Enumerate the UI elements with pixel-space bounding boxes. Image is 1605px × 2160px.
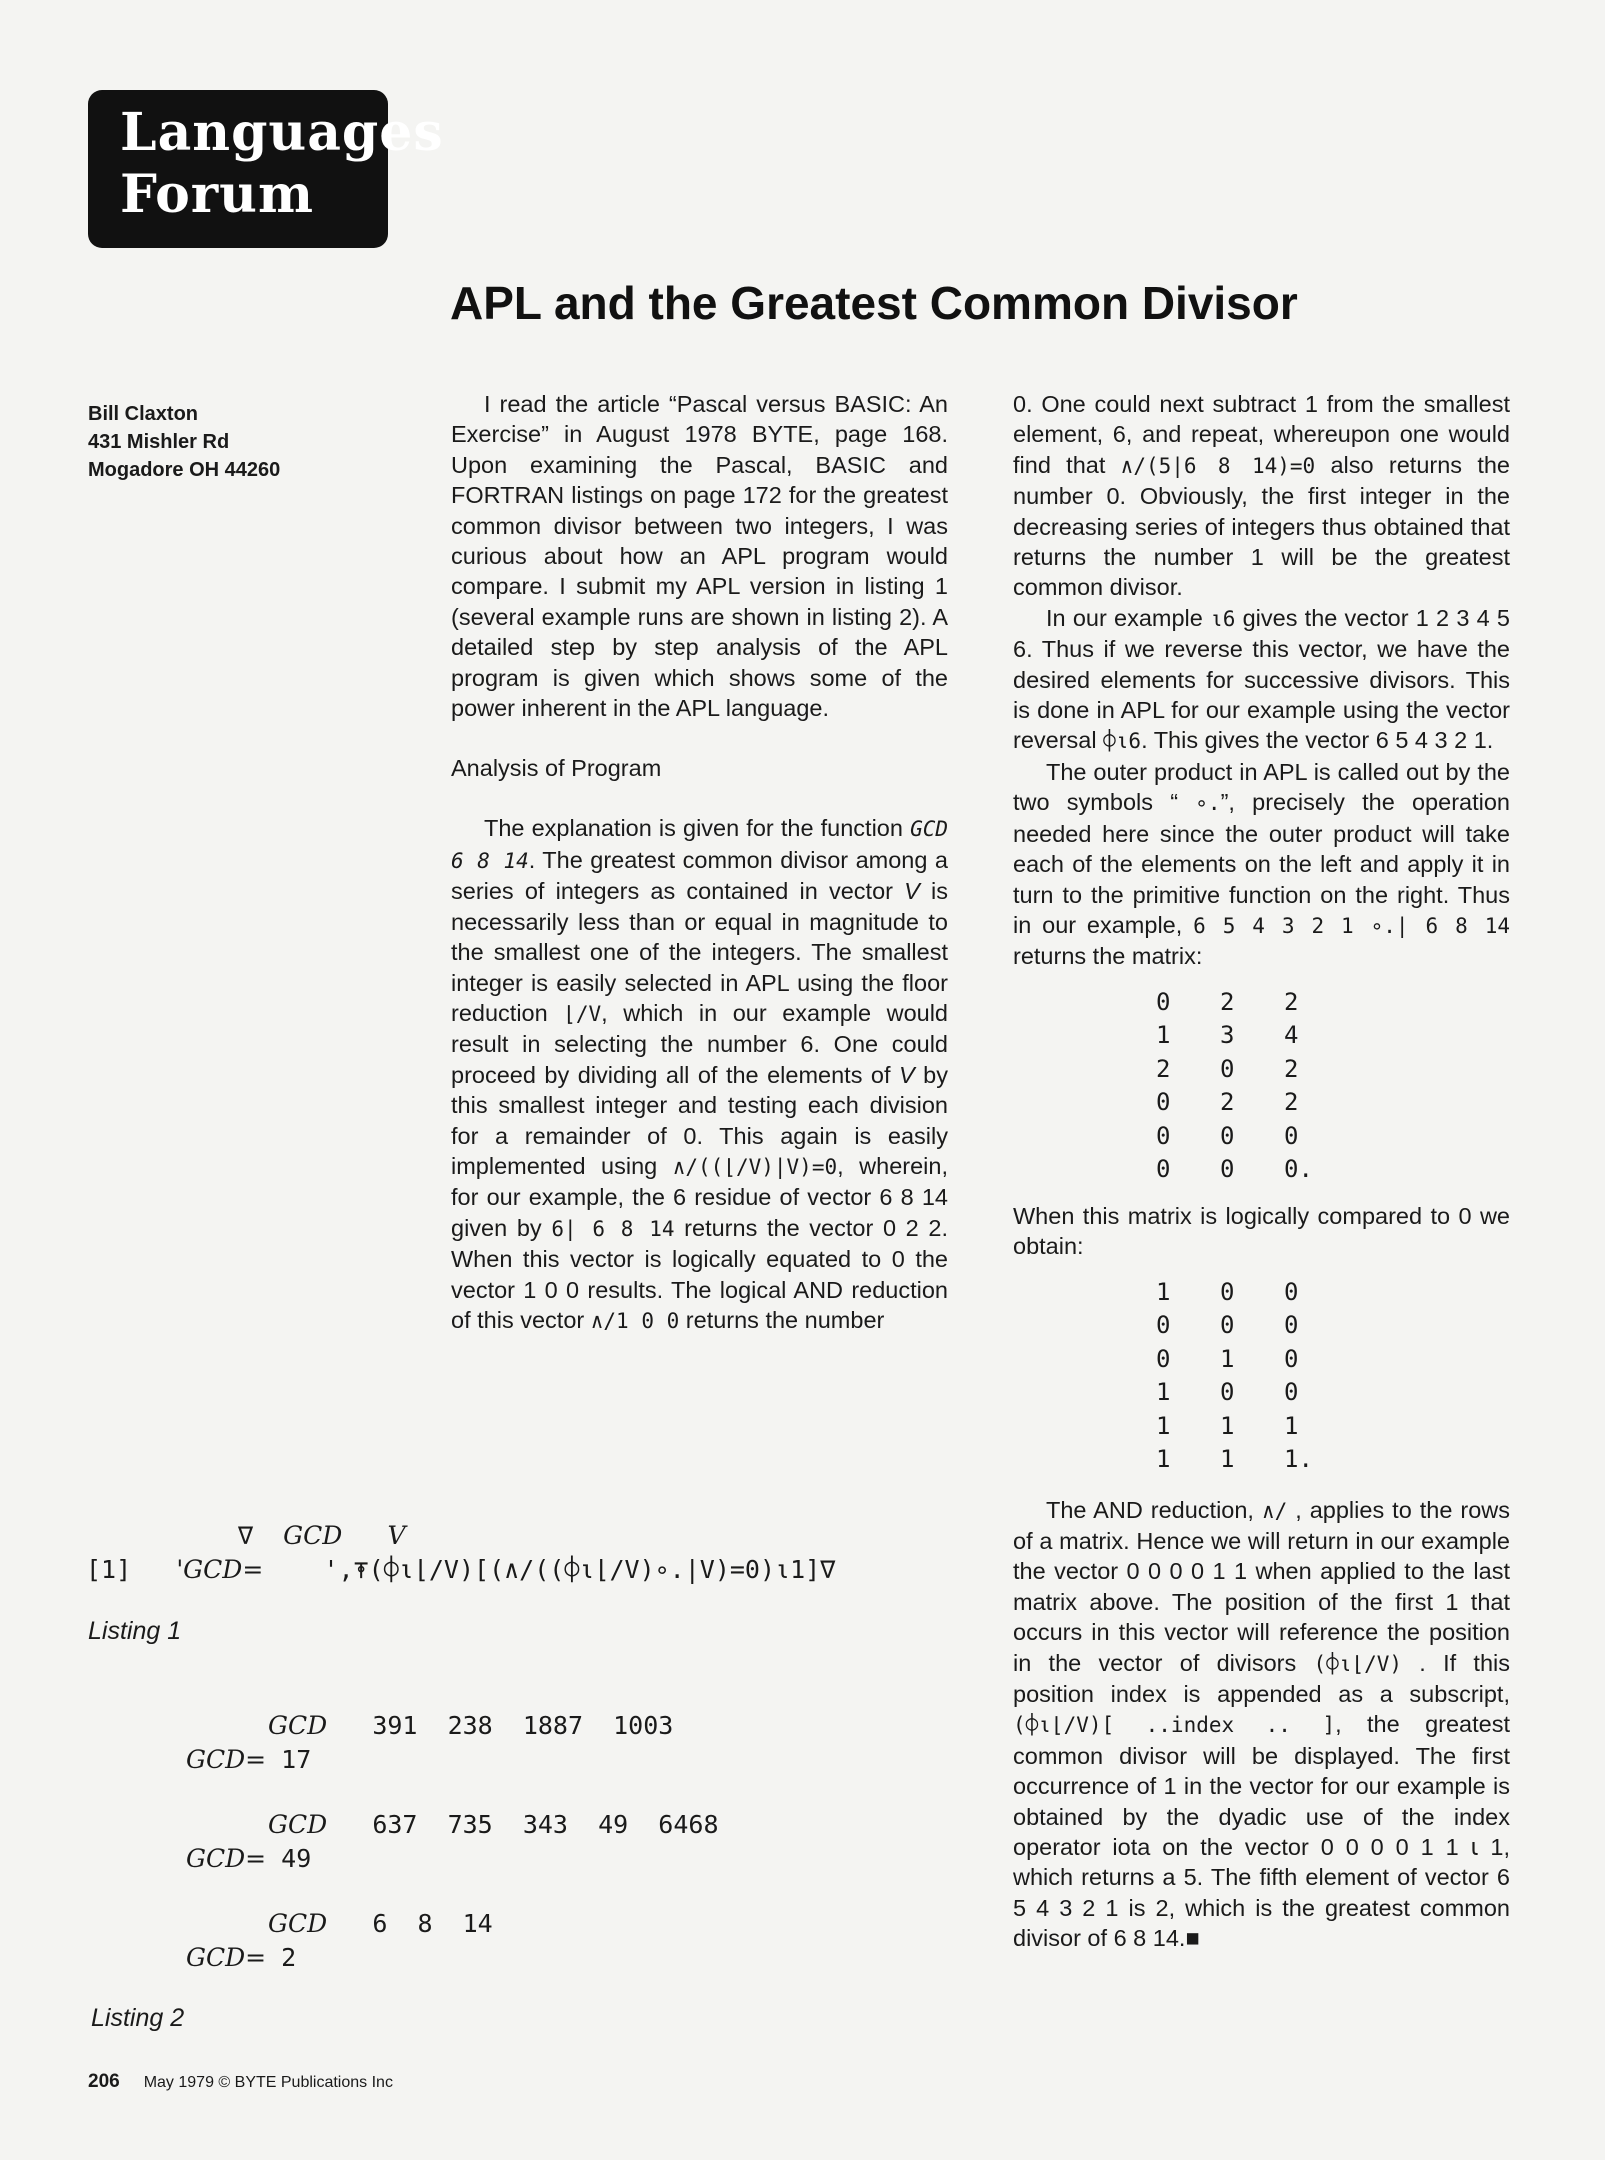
column-2 (1013, 389, 1510, 1954)
matrix-row: 1 1 1 (1156, 1411, 1299, 1440)
author-street: 431 Mishler Rd (88, 431, 230, 453)
analysis-paragraph: The explanation is given for the function GCD 6 8 14. The greatest common divisor among a series of integers as contained in vector V is necessarily less than or equal in magnitude to the smallest one of the integers. The smallest integer is easily selected in APL using the floor reduction ⌊/V, which in our example would result in selecting the number 6. One could proceed by dividing all of the elements of V by this smallest integer and testing each division for a remainder of 0. This again is easily implemented using ∧/((⌊/V)|V)=0, wherein, for our example, the 6 residue of vector 6 8 14 given by 6| 6 8 14 returns the vector 0 2 2. When this vector is logically equated to 0 the vector 1 0 0 results. The logical AND reduction of this vector ∧/1 0 0 returns the number (451, 815, 949, 1333)
inline-code: (⌽⍳⌊/V) (1313, 1651, 1403, 1676)
column-1 (451, 389, 948, 1336)
inline-var: V (899, 1061, 915, 1088)
matrix-row: 1 3 4 (1156, 1021, 1299, 1050)
and-reduction-paragraph: The AND reduction, ∧/ , applies to the rows of a matrix. Hence we will return in our example the vector 0 0 0 0 1 1 when applied to the last matrix above. The position of the first 1 that occurs in this vector will reference the position in the vector of divisors (⌽⍳⌊/V) . If this position index is appended as a subscript, (⌽⍳⌊/V)[ ..index .. ], the greatest common divisor will be displayed. The first occurrence of 1 in the vector for our example is obtained by the dyadic use of the index operator iota on the vector 0 0 0 0 1 1 ⍳ 1, which returns a 5. The fifth element of vector 6 5 4 3 2 1 is 2, which is the greatest common divisor of 6 8 14.■ (1013, 1496, 1511, 1952)
inline-code: ⍳6 (1210, 606, 1236, 631)
inline-code: 6| 6 8 14 (551, 1216, 675, 1241)
inline-code: ∧/ (1261, 1498, 1288, 1523)
compare-paragraph: When this matrix is logically compared to 0 we obtain: (1013, 1202, 1510, 1260)
matrix-row: 0 2 2 (1156, 1088, 1299, 1117)
page-footer (88, 2071, 393, 2093)
listing1-line-1: [1] 'GCD= ',⍕(⌽⍳⌊/V)[(∧/((⌽⍳⌊/V)∘.|V)=0)⍳1]∇ (86, 1555, 836, 1584)
matrix-row: 1 0 0 (1156, 1378, 1299, 1407)
listing2-call: GCD 6 8 14 (268, 1909, 493, 1938)
listing2-call: GCD 391 238 1887 1003 (268, 1711, 674, 1740)
listing2-output: GCD= 17 (186, 1745, 312, 1774)
page-number: 206 (88, 2071, 120, 2092)
listing2-caption: Listing 2 (91, 2004, 185, 2032)
listing1-header: ∇ GCD V (238, 1521, 406, 1550)
listing2-call: GCD 637 735 343 49 6468 (268, 1810, 719, 1839)
inline-code: GCD 6 8 14 (451, 817, 948, 873)
continued-paragraph: 0. One could next subtract 1 from the smallest element, 6, and repeat, whereupon one would find that ∧/(5|6 8 14)=0 also returns the number 0. Obviously, the first integer in the decreasing series of integers thus obtained that returns the number 1 will be the greatest common divisor. (1013, 391, 1510, 601)
matrix-row: 0 1 0 (1156, 1344, 1299, 1373)
outer-product-paragraph: The outer product in APL is called out by the two symbols “ ∘.”, precisely the operation needed here since the outer product will take each of the elements on the left and apply it in turn to the primitive function on the right. Thus in our example, 6 5 4 3 2 1 ∘.| 6 8 14 returns the matrix: (1013, 758, 1510, 970)
matrix-row: 2 0 2 (1156, 1054, 1299, 1083)
intro-paragraph: I read the article “Pascal versus BASIC: An Exercise” in August 1978 BYTE, page 168. Upon examining the Pascal, BASIC and FORTRAN listings on page 172 for the greatest common divisor between two integers, I was curious about how an APL program would compare. I submit my APL version in listing 1 (several example runs are shown in listing 2). A detailed step by step analysis of the APL program is given which shows some of the power inherent in the APL language. (451, 391, 948, 722)
residue-matrix (1156, 986, 1348, 1187)
matrix-row: 1 1 1. (1156, 1445, 1313, 1474)
languages-forum-logo (88, 90, 444, 248)
inline-var: V (904, 878, 920, 905)
matrix-row: 1 0 0 (1156, 1277, 1299, 1306)
line-number: [1] (86, 1555, 132, 1584)
matrix-row: 0 0 0 (1156, 1311, 1299, 1340)
logo-line-2: Forum (120, 164, 314, 225)
matrix-row: 0 2 2 (1156, 987, 1299, 1016)
author-name: Bill Claxton (88, 403, 199, 425)
section-heading: Analysis of Program (451, 755, 662, 782)
listing1-code: ',⍕(⌽⍳⌊/V)[(∧/((⌽⍳⌊/V)∘.|V)=0)⍳1]∇ (323, 1555, 836, 1584)
iota-paragraph: In our example ⍳6 gives the vector 1 2 3 4 5 6. Thus if we reverse this vector, we have the desired elements for successive divisors. This is done in APL for our example using the vector reversal ⌽⍳6. This gives the vector 6 5 4 3 2 1. (1013, 604, 1510, 754)
inline-code: 6 5 4 3 2 1 ∘.| 6 8 14 (1193, 913, 1510, 938)
end-mark: ■ (1185, 1925, 1200, 1952)
listing2-output: GCD= 49 (186, 1844, 312, 1873)
matrix-row: 0 0 0 (1156, 1121, 1299, 1150)
inline-code: ∧/1 0 0 (590, 1308, 680, 1333)
author-city: Mogadore OH 44260 (88, 459, 281, 481)
author-block (88, 400, 280, 484)
inline-code: ∧/(5|6 8 14)=0 (1120, 453, 1316, 478)
listing2-output: GCD= 2 (186, 1943, 297, 1972)
boolean-matrix (1156, 1276, 1348, 1477)
inline-code: ∧/((⌊/V)|V)=0 (672, 1154, 838, 1179)
listing1-caption: Listing 1 (88, 1617, 182, 1645)
inline-code: ⌽⍳6 (1103, 729, 1142, 754)
footer-text: May 1979 © BYTE Publications Inc (143, 2074, 393, 2091)
inline-code: ∘. (1195, 791, 1221, 816)
matrix-row: 0 0 0. (1156, 1155, 1313, 1184)
logo-line-1: Languages (120, 102, 444, 163)
inline-code: (⌽⍳⌊/V)[ ..index .. ] (1013, 1713, 1336, 1738)
article-title: APL and the Greatest Common Divisor (450, 277, 1298, 329)
inline-code: ⌊/V (563, 1001, 602, 1026)
